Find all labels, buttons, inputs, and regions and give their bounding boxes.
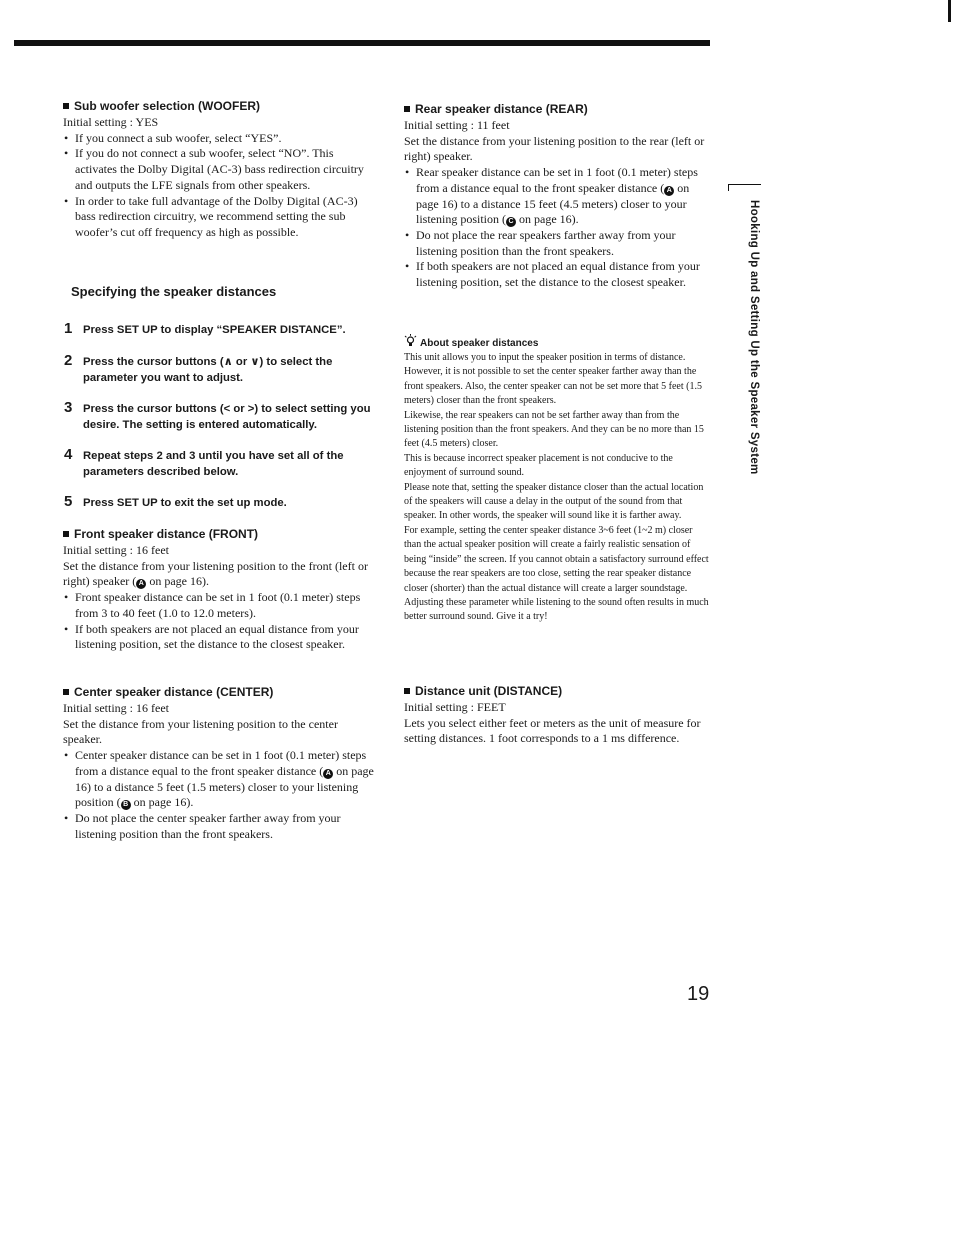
note-paragraph: Likewise, the rear speakers can not be set farther away than from the listening position than the front speakers. And they can be no more than 15 feet (4.5 meters) closer. xyxy=(404,409,704,450)
center-heading: Center speaker distance (CENTER) xyxy=(63,684,375,701)
note-paragraph: This is because incorrect speaker placement is not conducive to the enjoyment of surround sound. xyxy=(404,452,673,479)
distance-description: Lets you select either feet or meters as the unit of measure for setting distances. 1 foot corresponds to a 1 ms difference. xyxy=(404,715,701,746)
center-initial: Initial setting : 16 feet xyxy=(63,701,169,715)
list-item: • Front speaker distance can be set in 1 foot (0.1 meter) steps from 3 to 40 feet (1.0 to 12.0 meters). xyxy=(63,590,375,621)
step-text: Repeat steps 2 and 3 until you have set all of the parameters described below. xyxy=(83,450,344,478)
woofer-bullets xyxy=(63,131,373,241)
woofer-initial: Initial setting : YES xyxy=(63,115,159,129)
sidebar-chapter-label: Hooking Up and Setting Up the Speaker System xyxy=(748,200,760,475)
step-4 xyxy=(64,448,374,480)
step-2 xyxy=(64,354,374,386)
distance-heading: Distance unit (DISTANCE) xyxy=(404,683,710,700)
square-bullet-icon xyxy=(63,689,69,695)
step-3 xyxy=(64,401,374,433)
square-bullet-icon xyxy=(404,688,410,694)
sidebar-bracket xyxy=(728,184,761,191)
center-bullets xyxy=(63,748,375,842)
step-number: 4 xyxy=(64,446,73,463)
center-description: Set the distance from your listening position to the center speaker. xyxy=(63,716,338,747)
list-item: • If both speakers are not placed an equal distance from your listening position, set the distance to the closest speaker. xyxy=(63,622,375,653)
step-5 xyxy=(64,495,374,511)
step-text: Press SET UP to display “SPEAKER DISTANCE”. xyxy=(83,324,346,336)
note-paragraph: Please note that, setting the speaker distance closer than the actual location of the speakers will cause a delay in the output of the sound from that speaker. In other words, the speaker will sound like it is farther away. xyxy=(404,481,704,522)
step-number: 5 xyxy=(64,493,73,510)
position-c-icon: C xyxy=(506,217,516,227)
square-bullet-icon xyxy=(63,103,69,109)
step-text: Press SET UP to exit the set up mode. xyxy=(83,497,287,509)
distance-section xyxy=(404,683,710,747)
lightbulb-icon xyxy=(404,334,417,348)
step-number: 1 xyxy=(64,320,73,337)
position-b-icon: B xyxy=(121,800,131,810)
list-item: • In order to take full advantage of the Dolby Digital (AC-3) bass redirection circuitry, we recommend setting the sub woofer’s cut off frequency as high as possible. xyxy=(63,194,373,241)
rear-initial: Initial setting : 11 feet xyxy=(404,118,510,132)
specifying-title: Specifying the speaker distances xyxy=(71,284,277,299)
distance-initial: Initial setting : FEET xyxy=(404,700,506,714)
list-item: • Rear speaker distance can be set in 1 foot (0.1 meter) steps from a distance equal to the front speaker distance ( A on page 16) to a distance 15 feet (4.5 meters) closer to your listening position ( C on page 16). xyxy=(404,165,714,228)
note-paragraph: This unit allows you to input the speaker position in terms of distance. However, it is not possible to set the center speaker farther away than the front speakers. Also, the center speaker can not be set more that 5 feet (1.5 meters) closer than the front speakers. xyxy=(404,352,702,407)
top-rule xyxy=(14,40,710,46)
center-section xyxy=(63,684,375,842)
step-1 xyxy=(64,322,374,338)
rear-bullets xyxy=(404,165,714,291)
list-item: • Do not place the center speaker farther away from your listening position than the front speakers. xyxy=(63,811,375,842)
list-item: • Center speaker distance can be set in 1 foot (0.1 meter) steps from a distance equal to the front speaker distance ( A on page 16) to a distance 5 feet (1.5 meters) closer to your listening position ( B on page 16). xyxy=(63,748,375,811)
woofer-heading: Sub woofer selection (WOOFER) xyxy=(63,98,373,115)
front-initial: Initial setting : 16 feet xyxy=(63,543,169,557)
step-number: 3 xyxy=(64,399,73,416)
list-item: • If you do not connect a sub woofer, select “NO”. This activates the Dolby Digital (AC-3) bass redirection circuitry and outputs the LFE signals from other speakers. xyxy=(63,146,373,193)
square-bullet-icon xyxy=(404,106,410,112)
list-item: • If both speakers are not placed an equal distance from your listening position, set the distance to the closest speaker. xyxy=(404,259,714,290)
position-a-icon: A xyxy=(136,579,146,589)
square-bullet-icon xyxy=(63,531,69,537)
rear-section xyxy=(404,101,714,291)
rear-heading: Rear speaker distance (REAR) xyxy=(404,101,714,118)
note-paragraph: For example, setting the center speaker distance 3~6 feet (1~2 m) closer than the actual speaker position will create a fairly realistic sensation of being “inside” the screen. If you cannot obtain a satisfactory surround effect because the rear speakers are too close, setting the rear speaker distance closer (shorter) than the actual distance will create a larger soundstage. xyxy=(404,524,709,594)
list-item: • Do not place the rear speakers farther away from your listening position than the front speakers. xyxy=(404,228,714,259)
list-item: • If you connect a sub woofer, select “YES”. xyxy=(63,131,373,147)
front-heading: Front speaker distance (FRONT) xyxy=(63,526,375,543)
corner-mark xyxy=(948,0,951,22)
rear-description: Set the distance from your listening position to the rear (left or right) speaker. xyxy=(404,133,705,164)
page-number: 19 xyxy=(687,983,710,1005)
step-text: Press the cursor buttons (∧ or ∨) to select the parameter you want to adjust. xyxy=(83,356,333,384)
position-a-icon: A xyxy=(664,186,674,196)
step-number: 2 xyxy=(64,352,73,369)
note-heading: About speaker distances xyxy=(404,334,710,351)
front-section xyxy=(63,526,375,653)
step-text: Press the cursor buttons (< or >) to select setting you desire. The setting is entered automatically. xyxy=(83,403,371,431)
position-a-icon: A xyxy=(323,769,333,779)
front-description: Set the distance from your listening position to the front (left or right) speaker ( A on page 16). xyxy=(63,558,368,589)
front-bullets xyxy=(63,590,375,653)
note-paragraph: Adjusting these parameter while listening to the sound often results in much better surround sound. Give it a try! xyxy=(404,596,709,623)
note-section xyxy=(404,334,710,625)
woofer-section xyxy=(63,98,373,241)
